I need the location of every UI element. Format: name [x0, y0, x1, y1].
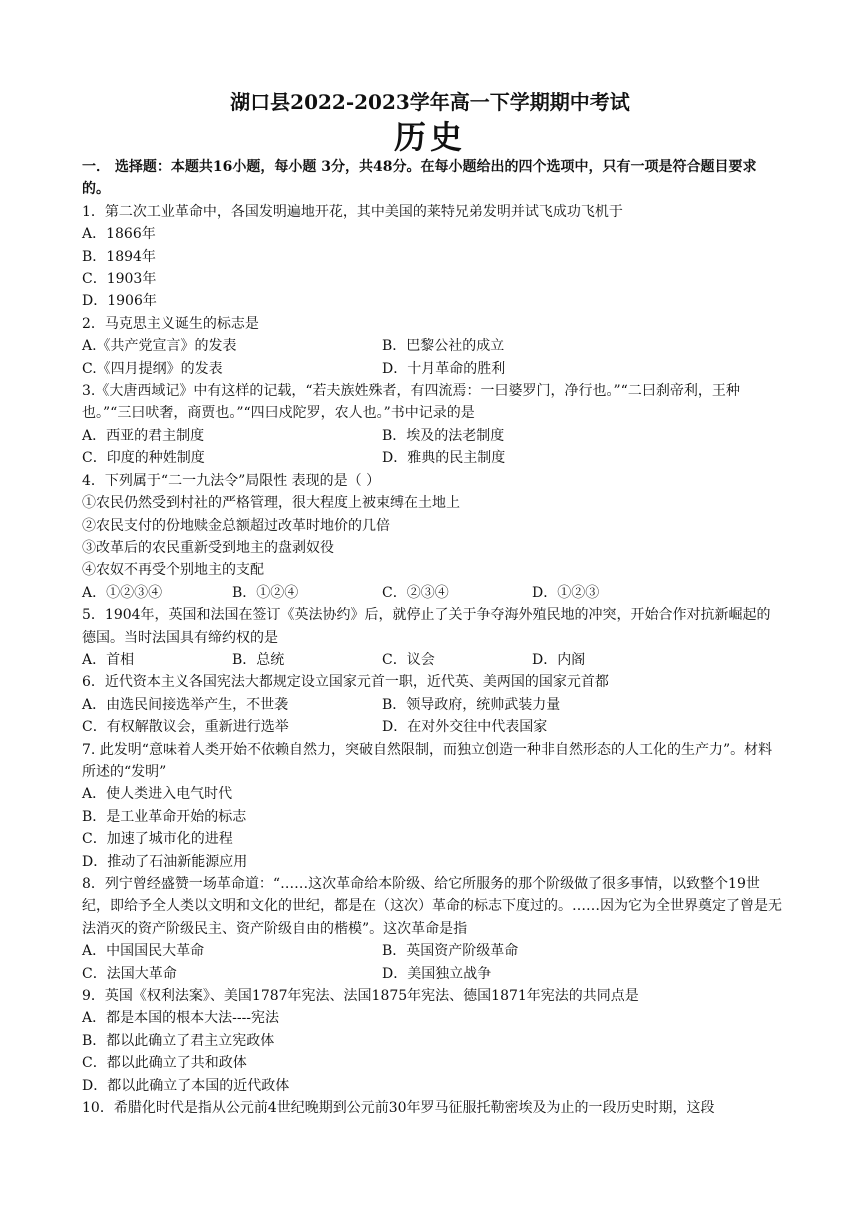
- question-7-option-b: B．是工业革命开始的标志: [82, 808, 247, 825]
- question-6-stem: 6．近代资本主义各国宪法大都规定设立国家元首一职，近代英、美两国的国家元首都: [82, 674, 609, 691]
- question-7-stem: 7. 此发明“意味着人类开始不依赖自然力，突破自然限制，而独立创造一种非自然形态的人工化的生产力”。材料所述的“发明”: [82, 741, 773, 780]
- question-2-option-a: A.《共产党宣言》的发表: [82, 338, 237, 355]
- question-2-stem: 2．马克思主义诞生的标志是: [82, 315, 259, 332]
- question-9-option-c: C．都以此确立了共和政体: [82, 1055, 247, 1072]
- question-3-option-c: C．印度的种姓制度: [82, 450, 205, 467]
- question-4-option-b: B．①②④: [232, 584, 299, 601]
- question-4-options: [82, 582, 782, 604]
- question-3-stem: 3.《大唐西域记》中有这样的记载，“若夫族姓殊者，有四流焉：一曰婆罗门，净行也。”“二曰刹帝利，王种也。”“三曰吠奢，商贾也。”“四曰戍陀罗，农人也。”书中记录的是: [82, 383, 740, 422]
- section-instructions: 一． 选择题：本题共16小题，每小题 3分，共48分。在每小题给出的四个选项中，只有一项是符合题目要求的。: [82, 159, 757, 198]
- question-2-option-d: D．十月革命的胜利: [382, 360, 506, 377]
- question-2-option-c: C.《四月提纲》的发表: [82, 360, 223, 377]
- question-8-option-a: A．中国国民大革命: [82, 943, 205, 960]
- question-7-option-d: D．推动了石油新能源应用: [82, 853, 248, 870]
- question-4-stem: 4．下列属于“二一九法令”局限性 表现的是（ ）: [82, 472, 381, 489]
- exam-content: [82, 156, 782, 1119]
- question-1-option-d: D．1906年: [82, 293, 157, 310]
- question-8-option-c: C．法国大革命: [82, 965, 177, 982]
- question-8-stem: 8．列宁曾经盛赞一场革命道：“……这次革命给本阶级、给它所服务的那个阶级做了很多事情，以致整个19世纪，即给予全人类以文明和文化的世纪，都是在（这次）革命的标志下度过的。……因为它为全世界奠定了曾是无法消灭的资产阶级民主、资产阶级自由的楷模”。这次革命是指: [82, 876, 782, 937]
- question-6-options-row-2: [82, 716, 782, 738]
- question-3-option-a: A．西亚的君主制度: [82, 427, 205, 444]
- question-5-option-a: A．首相: [82, 651, 135, 668]
- question-4-option-d: D．①②③: [532, 584, 600, 601]
- question-8-option-b: B．英国资产阶级革命: [382, 943, 519, 960]
- question-6-option-c: C．有权解散议会，重新进行选举: [82, 719, 289, 736]
- question-5-option-b: B．总统: [232, 651, 285, 668]
- question-3-options-row-2: [82, 447, 782, 469]
- question-5-stem: 5．1904年，英国和法国在签订《英法协约》后，就停止了关于争夺海外殖民地的冲突，开始合作对抗新崛起的德国。当时法国具有缔约权的是: [82, 607, 771, 646]
- question-7-option-a: A．使人类进入电气时代: [82, 786, 233, 803]
- question-9-option-d: D．都以此确立了本国的近代政体: [82, 1077, 290, 1094]
- question-6-option-b: B．领导政府，统帅武装力量: [382, 696, 561, 713]
- question-1-option-a: A．1866年: [82, 226, 156, 243]
- question-8-options-row-1: [82, 940, 782, 962]
- question-2-options-row-2: [82, 358, 782, 380]
- question-4-option-c: C．②③④: [382, 584, 449, 601]
- question-4-statement-3: ③改革后的农民重新受到地主的盘剥奴役: [82, 539, 334, 556]
- question-4-option-a: A．①②③④: [82, 584, 163, 601]
- question-5-options: [82, 649, 782, 671]
- question-6-option-d: D．在对外交往中代表国家: [382, 719, 548, 736]
- subject-title: 历史: [393, 118, 466, 156]
- question-8-options-row-2: [82, 963, 782, 985]
- question-4-statement-2: ②农民支付的份地赎金总额超过改革时地价的几倍: [82, 517, 390, 534]
- question-9-stem: 9．英国《权利法案》、美国1787年宪法、法国1875年宪法、德国1871年宪法的共同点是: [82, 988, 639, 1005]
- question-2-options-row-1: [82, 335, 782, 357]
- question-9-option-b: B．都以此确立了君主立宪政体: [82, 1032, 275, 1049]
- question-3-option-d: D．雅典的民主制度: [382, 450, 506, 467]
- question-9-option-a: A．都是本国的根本大法----宪法: [82, 1010, 280, 1027]
- question-5-option-c: C．议会: [382, 651, 435, 668]
- question-7-option-c: C．加速了城市化的进程: [82, 831, 233, 848]
- question-6-option-a: A．由选民间接选举产生，不世袭: [82, 696, 289, 713]
- question-8-option-d: D．美国独立战争: [382, 965, 492, 982]
- question-1-option-c: C．1903年: [82, 271, 157, 288]
- question-1-option-b: B．1894年: [82, 248, 156, 265]
- question-3-options-row-1: [82, 425, 782, 447]
- question-4-statement-4: ④农奴不再受个别地主的支配: [82, 562, 264, 579]
- question-2-option-b: B．巴黎公社的成立: [382, 338, 505, 355]
- question-4-statement-1: ①农民仍然受到村社的严格管理，很大程度上被束缚在土地上: [82, 495, 460, 512]
- exam-title: 湖口县2022-2023学年高一下学期期中考试: [230, 90, 630, 114]
- question-3-option-b: B．埃及的法老制度: [382, 427, 505, 444]
- question-1-stem: 1．第二次工业革命中，各国发明遍地开花，其中美国的莱特兄弟发明并试飞成功飞机于: [82, 203, 623, 220]
- question-10-stem: 10．希腊化时代是指从公元前4世纪晚期到公元前30年罗马征服托勒密埃及为止的一段历史时期，这段: [82, 1100, 715, 1117]
- question-6-options-row-1: [82, 694, 782, 716]
- question-5-option-d: D．内阁: [532, 651, 586, 668]
